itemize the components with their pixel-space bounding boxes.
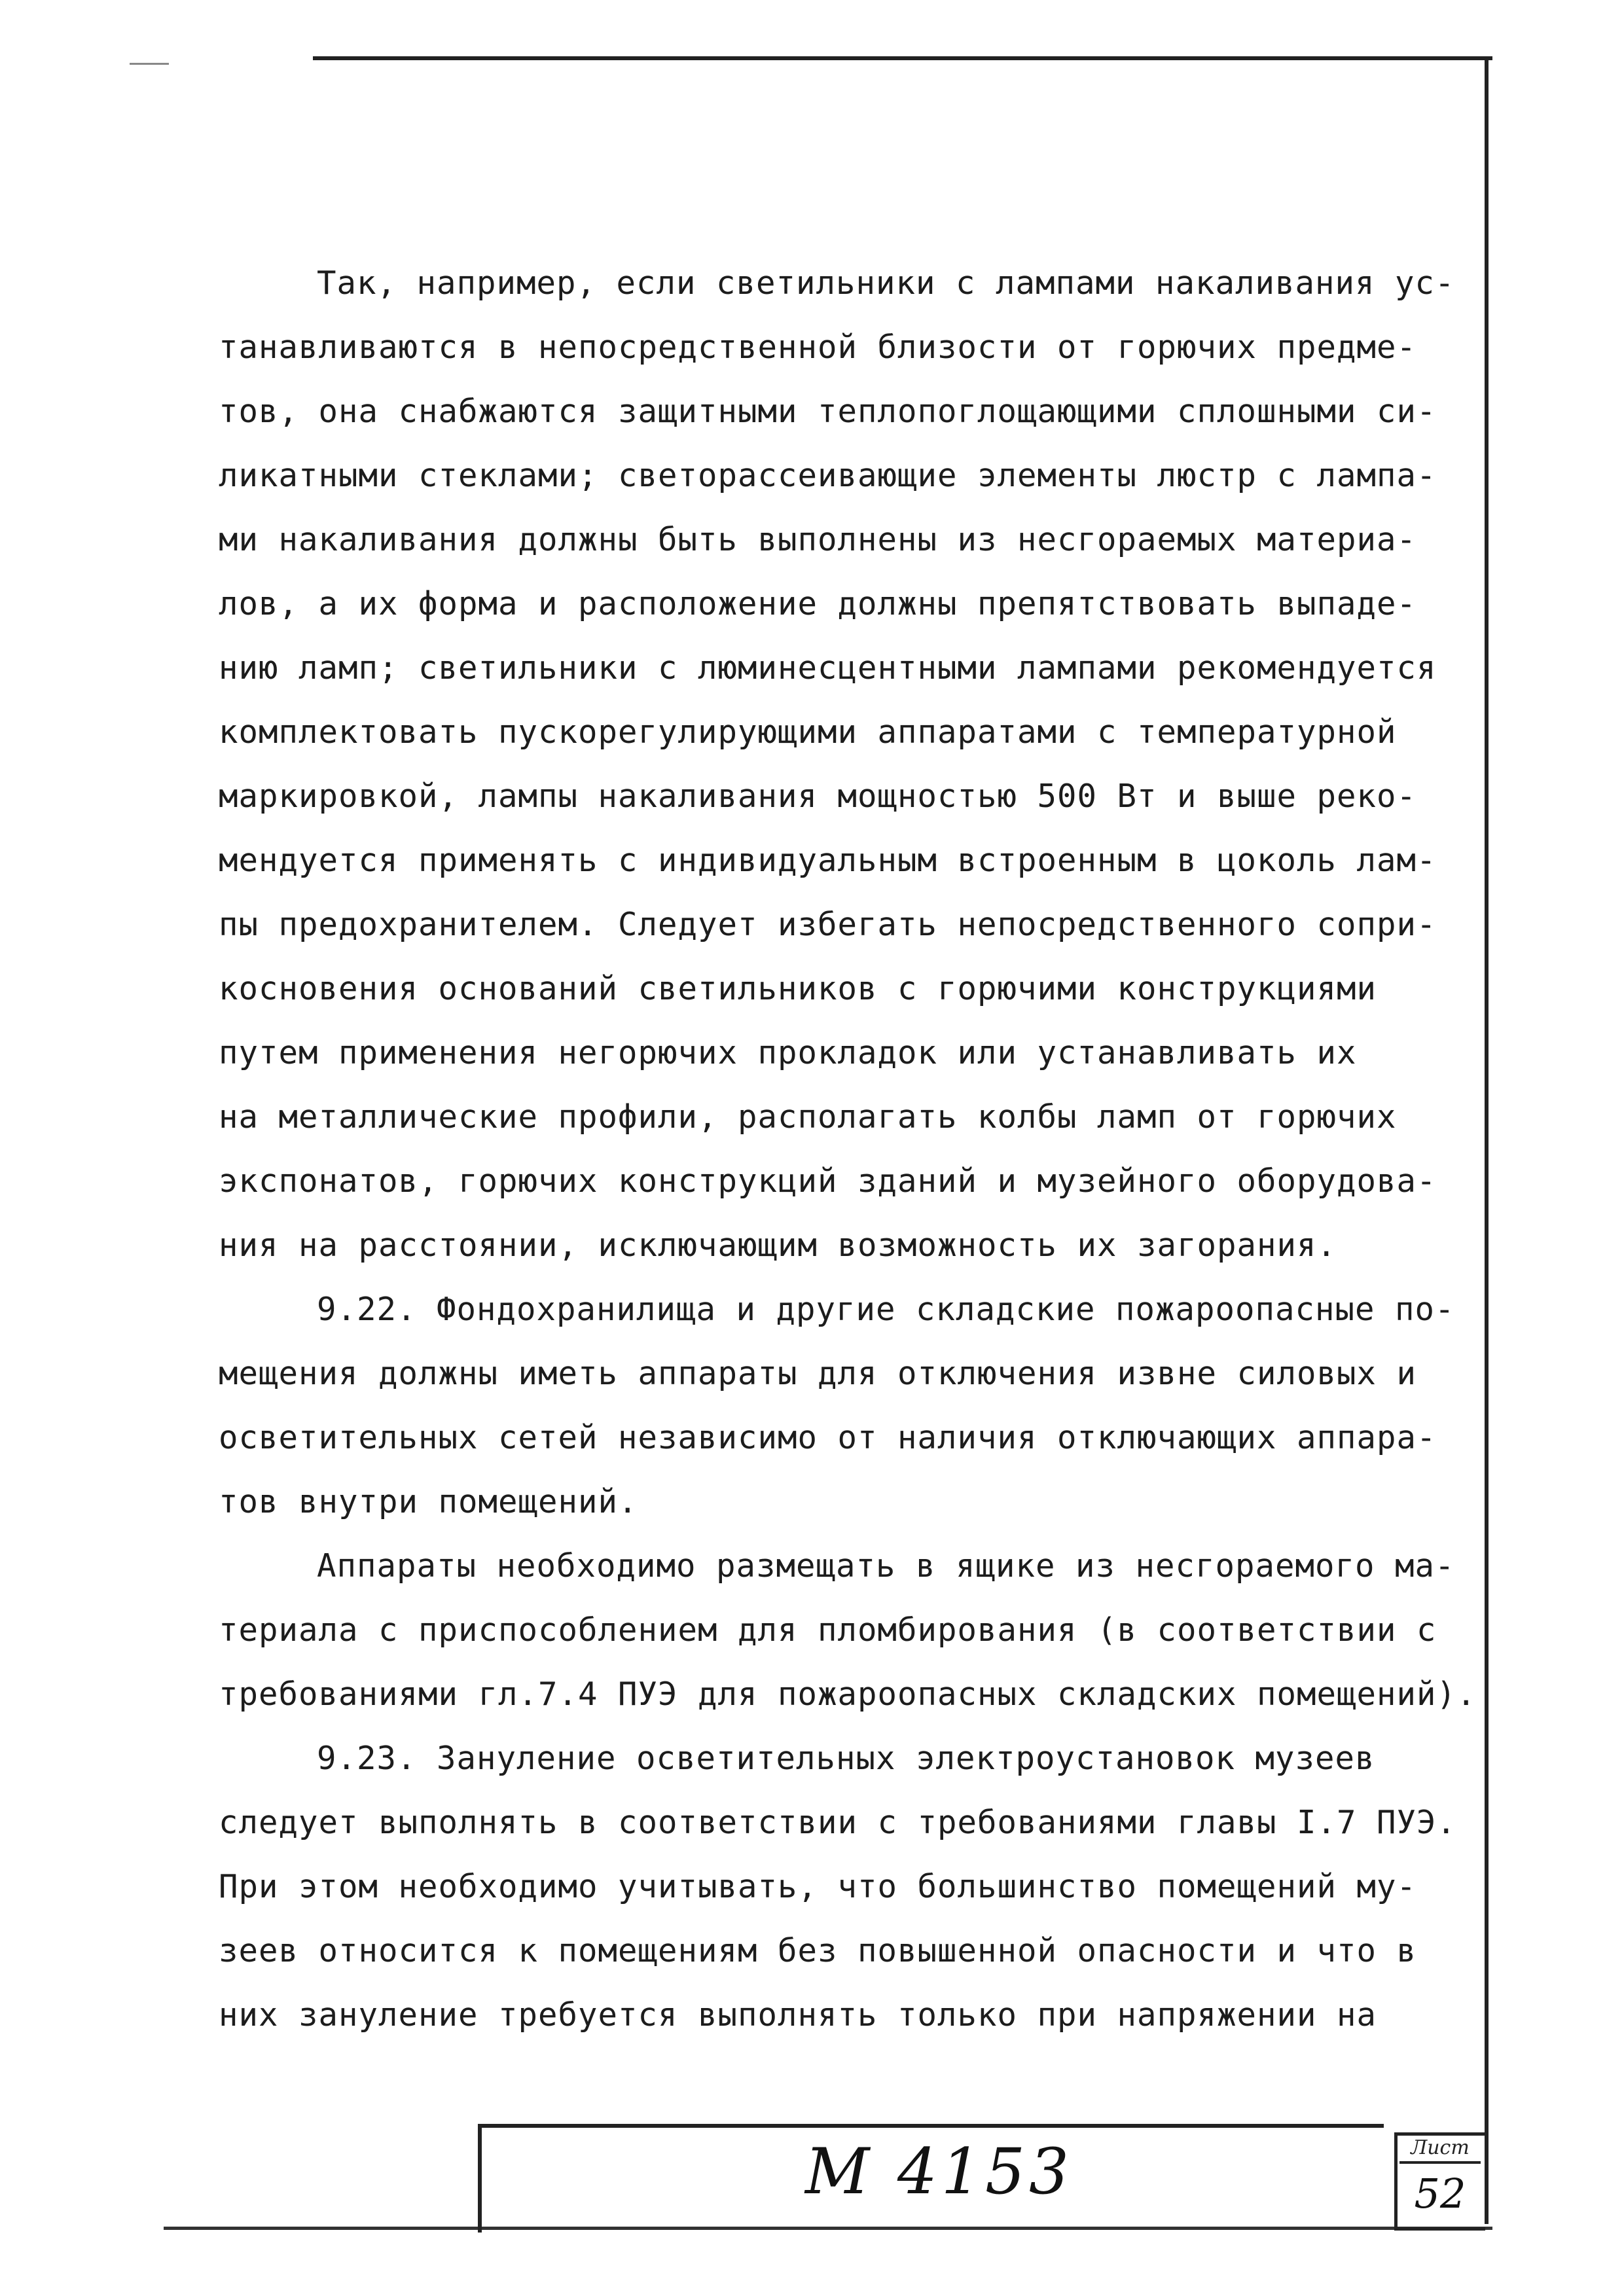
margin-mark — [130, 63, 169, 65]
text-line: Так, например, если светильники с лампами накаливания ус- — [317, 264, 1455, 302]
sheet-number: 52 — [1414, 2170, 1466, 2217]
text-line: тов, она снабжаются защитными теплопоглощающими сплошными си- — [219, 393, 1437, 430]
text-line: ликатными стеклами; светорассеивающие элементы люстр с лампа- — [219, 457, 1437, 494]
text-line: пы предохранителем. Следует избегать непосредственного сопри- — [219, 906, 1437, 943]
text-line: мендуется применять с индивидуальным встроенным в цоколь лам- — [219, 842, 1437, 879]
document-code: М 4153 — [805, 2135, 1074, 2208]
text-line: При этом необходимо учитывать, что большинство помещений му- — [219, 1868, 1417, 1905]
text-line: ния на расстоянии, исключающим возможность их загорания. — [219, 1227, 1337, 1264]
text-line: Аппараты необходимо размещать в ящике из несгораемого ма- — [317, 1547, 1455, 1585]
text-line: 9.23. Зануление осветительных электроустановок музеев — [317, 1740, 1375, 1777]
text-line: путем применения негорючих прокладок или устанавливать их — [219, 1034, 1357, 1071]
text-line: мещения должны иметь аппараты для отключения извне силовых и — [219, 1355, 1417, 1392]
text-line: следует выполнять в соответствии с требованиями главы I.7 ПУЭ. — [219, 1804, 1457, 1841]
text-line: требованиями гл.7.4 ПУЭ для пожароопасных складских помещений). — [219, 1676, 1477, 1713]
text-line: лов, а их форма и расположение должны препятствовать выпаде- — [219, 585, 1417, 622]
document-body — [219, 251, 1477, 2047]
text-line: тов внутри помещений. — [219, 1483, 638, 1520]
sheet-label: Лист — [1399, 2135, 1481, 2164]
text-line: осветительных сетей независимо от наличия отключающих аппара- — [219, 1419, 1437, 1456]
frame-right-border — [1485, 56, 1489, 2224]
text-line: комплектовать пускорегулирующими аппаратами с температурной — [219, 713, 1397, 751]
text-line: на металлические профили, располагать колбы ламп от горючих — [219, 1098, 1397, 1136]
text-line: маркировкой, лампы накаливания мощностью 500 Вт и выше реко- — [219, 778, 1417, 815]
text-line: нию ламп; светильники с люминесцентными лампами рекомендуется — [219, 649, 1437, 687]
text-line: 9.22. Фондохранилища и другие складские пожароопасные по- — [317, 1291, 1455, 1328]
text-line: танавливаются в непосредственной близости от горючих предме- — [219, 329, 1417, 366]
frame-top-border — [313, 56, 1492, 60]
text-line: ми накаливания должны быть выполнены из несгораемых материа- — [219, 521, 1417, 558]
text-line: них зануление требуется выполнять только при напряжении на — [219, 1996, 1377, 2034]
text-line: косновения оснований светильников с горючими конструкциями — [219, 970, 1377, 1007]
text-line: экспонатов, горючих конструкций зданий и музейного оборудова- — [219, 1162, 1437, 1200]
text-line: териала с приспособлением для пломбирования (в соответствии с — [219, 1611, 1437, 1649]
text-line: зеев относится к помещениям без повышенной опасности и что в — [219, 1932, 1417, 1969]
